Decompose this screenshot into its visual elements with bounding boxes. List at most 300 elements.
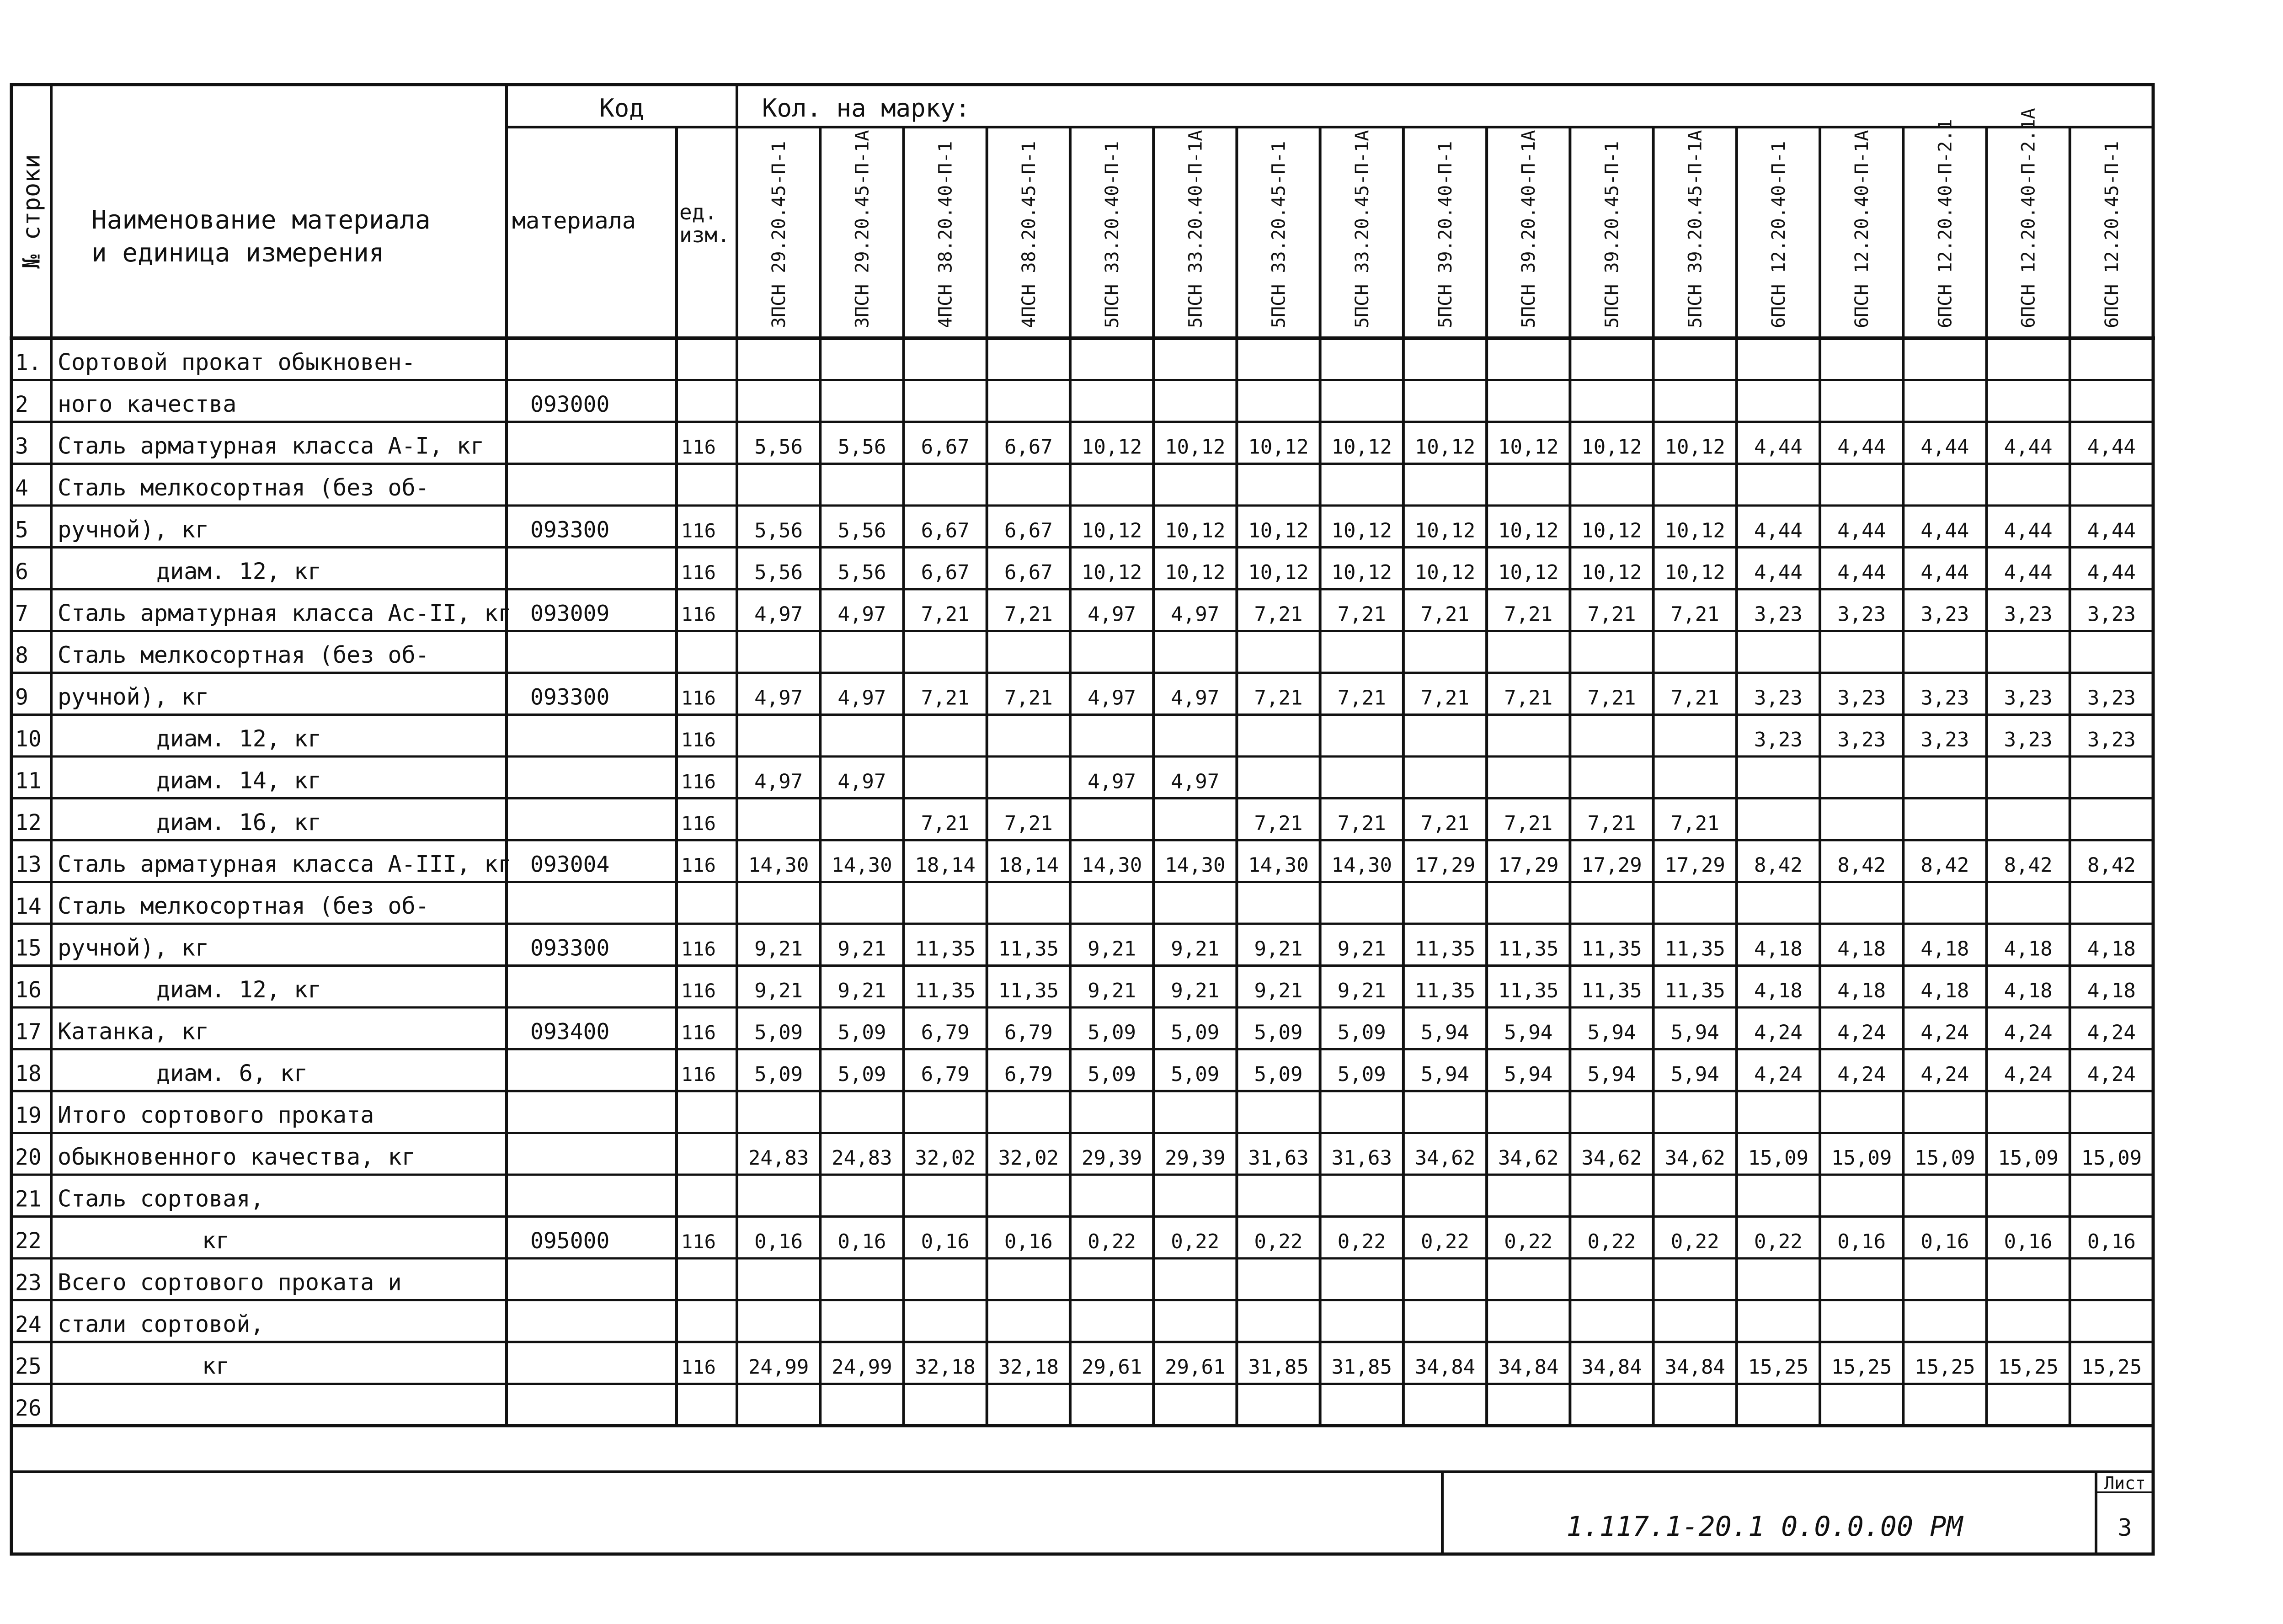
quantity-cell: 29,39 bbox=[1081, 1146, 1142, 1170]
quantity-cell: 3,23 bbox=[2004, 728, 2053, 751]
material-name: диам. 12, кг bbox=[156, 558, 322, 585]
material-name: обыкновенного качества, кг bbox=[58, 1144, 416, 1170]
quantity-cell: 34,84 bbox=[1581, 1355, 1642, 1379]
mark-header: 5ПСН 33.20.45-П-1 bbox=[1268, 141, 1290, 328]
row-number: 18 bbox=[15, 1061, 42, 1086]
quantity-cell: 34,84 bbox=[1664, 1355, 1725, 1379]
material-code: 093300 bbox=[530, 935, 610, 961]
quantity-cell: 5,94 bbox=[1421, 1021, 1469, 1044]
quantity-cell: 17,29 bbox=[1581, 853, 1642, 877]
quantity-cell: 4,44 bbox=[2004, 561, 2053, 584]
material-name: Сталь арматурная класса А-III, кг bbox=[58, 851, 512, 878]
quantity-cell: 3,23 bbox=[2087, 686, 2136, 710]
quantity-cell: 5,56 bbox=[837, 519, 886, 543]
quantity-cell: 7,21 bbox=[1670, 602, 1719, 626]
code-material-header: материала bbox=[512, 208, 636, 234]
quantity-cell: 5,09 bbox=[1254, 1063, 1303, 1086]
rownum-header: № строки bbox=[18, 154, 46, 269]
quantity-cell: 18,14 bbox=[915, 853, 976, 877]
quantity-cell: 7,21 bbox=[921, 686, 970, 710]
quantity-cell: 6,79 bbox=[1004, 1063, 1053, 1086]
quantity-cell: 10,12 bbox=[1498, 435, 1559, 459]
quantity-cell: 31,63 bbox=[1248, 1146, 1309, 1170]
material-name: стали сортовой, bbox=[58, 1311, 264, 1337]
quantity-cell: 4,97 bbox=[1088, 686, 1136, 710]
quantity-cell: 31,85 bbox=[1248, 1355, 1309, 1379]
quantity-cell: 4,44 bbox=[1837, 561, 1886, 584]
quantity-cell: 4,24 bbox=[1920, 1021, 1969, 1044]
quantity-cell: 6,79 bbox=[921, 1021, 970, 1044]
row-number: 7 bbox=[15, 601, 28, 627]
quantity-cell: 11,35 bbox=[998, 937, 1059, 961]
quantity-cell: 9,21 bbox=[1088, 979, 1136, 1002]
quantity-cell: 6,67 bbox=[921, 435, 970, 459]
quantity-cell: 7,21 bbox=[1254, 602, 1303, 626]
quantity-cell: 5,56 bbox=[754, 435, 803, 459]
quantity-cell: 5,09 bbox=[754, 1063, 803, 1086]
unit-code: 116 bbox=[681, 561, 716, 584]
quantity-cell: 9,21 bbox=[1337, 979, 1386, 1002]
quantity-cell: 7,21 bbox=[1337, 812, 1386, 835]
mark-header: 6ПСН 12.20.40-П-1А bbox=[1851, 130, 1873, 328]
quantity-cell: 5,94 bbox=[1421, 1063, 1469, 1086]
quantity-cell: 3,23 bbox=[1837, 602, 1886, 626]
quantity-cell: 5,56 bbox=[837, 561, 886, 584]
quantity-cell: 4,44 bbox=[2087, 435, 2136, 459]
row-number: 6 bbox=[15, 559, 28, 585]
quantity-cell: 15,09 bbox=[1915, 1146, 1975, 1170]
quantity-cell: 14,30 bbox=[1248, 853, 1309, 877]
quantity-cell: 34,62 bbox=[1581, 1146, 1642, 1170]
material-code: 093009 bbox=[530, 601, 610, 627]
quantity-cell: 4,44 bbox=[1837, 435, 1886, 459]
quantity-cell: 4,97 bbox=[754, 770, 803, 793]
quantity-cell: 5,94 bbox=[1504, 1063, 1553, 1086]
quantity-cell: 0,22 bbox=[1171, 1230, 1220, 1253]
material-name: кг bbox=[202, 1352, 230, 1379]
row-number: 21 bbox=[15, 1186, 42, 1212]
unit-code: 116 bbox=[681, 687, 716, 709]
quantity-cell: 14,30 bbox=[1081, 853, 1142, 877]
row-number: 4 bbox=[15, 475, 28, 501]
mark-header: 6ПСН 12.20.40-П-2.1 bbox=[1935, 119, 1956, 328]
quantity-cell: 14,30 bbox=[1331, 853, 1392, 877]
quantity-cell: 7,21 bbox=[1504, 686, 1553, 710]
quantity-cell: 17,29 bbox=[1664, 853, 1725, 877]
quantity-cell: 4,18 bbox=[2087, 979, 2136, 1002]
quantity-cell: 8,42 bbox=[1754, 853, 1803, 877]
quantity-cell: 24,83 bbox=[832, 1146, 892, 1170]
quantity-cell: 7,21 bbox=[1004, 812, 1053, 835]
quantity-cell: 3,23 bbox=[2004, 602, 2053, 626]
row-number: 13 bbox=[15, 852, 42, 878]
quantity-cell: 0,22 bbox=[1754, 1230, 1803, 1253]
quantity-cell: 10,12 bbox=[1664, 561, 1725, 584]
mark-header: 6ПСН 12.20.45-П-1 bbox=[2101, 141, 2123, 328]
mark-header: 6ПСН 12.20.40-П-1 bbox=[1768, 141, 1789, 328]
quantity-cell: 32,02 bbox=[915, 1146, 976, 1170]
quantity-cell: 7,21 bbox=[921, 812, 970, 835]
quantity-cell: 11,35 bbox=[998, 979, 1059, 1002]
quantity-cell: 34,62 bbox=[1414, 1146, 1476, 1170]
quantity-cell: 4,18 bbox=[1920, 979, 1969, 1002]
quantity-cell: 4,44 bbox=[1754, 519, 1803, 543]
unit-code: 116 bbox=[681, 812, 716, 835]
quantity-cell: 10,12 bbox=[1081, 561, 1142, 584]
quantity-cell: 0,22 bbox=[1254, 1230, 1303, 1253]
quantity-cell: 5,94 bbox=[1504, 1021, 1553, 1044]
quantity-cell: 4,44 bbox=[2087, 561, 2136, 584]
material-name: ручной), кг bbox=[58, 934, 209, 961]
material-name: ного качества bbox=[58, 391, 237, 417]
quantity-cell: 4,97 bbox=[1171, 686, 1220, 710]
row-number: 24 bbox=[15, 1312, 42, 1337]
material-name: Сталь мелкосортная (без об- bbox=[58, 642, 429, 668]
quantity-cell: 18,14 bbox=[998, 853, 1059, 877]
quantity-cell: 15,25 bbox=[1915, 1355, 1975, 1379]
quantity-cell: 5,94 bbox=[1670, 1021, 1719, 1044]
quantity-cell: 5,94 bbox=[1587, 1021, 1636, 1044]
quantity-cell: 0,22 bbox=[1337, 1230, 1386, 1253]
quantity-cell: 7,21 bbox=[1504, 812, 1553, 835]
quantity-cell: 24,83 bbox=[748, 1146, 809, 1170]
quantity-cell: 10,12 bbox=[1331, 519, 1392, 543]
quantity-cell: 0,16 bbox=[2087, 1230, 2136, 1253]
quantity-cell: 4,18 bbox=[1837, 979, 1886, 1002]
quantity-cell: 7,21 bbox=[1587, 812, 1636, 835]
unit-code: 116 bbox=[681, 937, 716, 960]
quantity-cell: 11,35 bbox=[1414, 979, 1476, 1002]
material-name: Сталь мелкосортная (без об- bbox=[58, 893, 429, 919]
material-code: 093400 bbox=[530, 1019, 610, 1045]
material-name: диам. 12, кг bbox=[156, 725, 322, 752]
quantity-cell: 11,35 bbox=[1664, 937, 1725, 961]
quantity-cell: 11,35 bbox=[915, 979, 976, 1002]
quantity-cell: 6,67 bbox=[921, 519, 970, 543]
quantity-cell: 5,09 bbox=[1088, 1021, 1136, 1044]
unit-code: 116 bbox=[681, 980, 716, 1002]
quantity-cell: 29,39 bbox=[1165, 1146, 1226, 1170]
mark-header: 6ПСН 12.20.40-П-2.1А bbox=[2018, 108, 2039, 328]
quantity-cell: 7,21 bbox=[1421, 812, 1469, 835]
quantity-cell: 4,44 bbox=[2004, 519, 2053, 543]
material-name: Катанка, кг bbox=[58, 1018, 209, 1045]
mark-header: 3ПСН 29.20.45-П-1 bbox=[768, 141, 790, 328]
quantity-cell: 9,21 bbox=[837, 979, 886, 1002]
quantity-cell: 15,25 bbox=[1831, 1355, 1892, 1379]
quantity-cell: 4,44 bbox=[2087, 519, 2136, 543]
quantity-cell: 7,21 bbox=[1004, 602, 1053, 626]
quantity-cell: 9,21 bbox=[1337, 937, 1386, 961]
row-number: 9 bbox=[15, 684, 28, 710]
quantity-cell: 6,79 bbox=[921, 1063, 970, 1086]
quantity-cell: 0,22 bbox=[1670, 1230, 1719, 1253]
row-number: 5 bbox=[15, 517, 28, 543]
quantity-cell: 4,24 bbox=[1754, 1021, 1803, 1044]
row-number: 26 bbox=[15, 1395, 42, 1421]
mark-header: 4ПСН 38.20.40-П-1 bbox=[935, 141, 956, 328]
code-unit-header-line1: ед. bbox=[679, 200, 718, 224]
quantity-cell: 4,44 bbox=[2004, 435, 2053, 459]
quantity-cell: 5,94 bbox=[1587, 1063, 1636, 1086]
quantity-cell: 8,42 bbox=[2004, 853, 2053, 877]
quantity-cell: 15,09 bbox=[1831, 1146, 1892, 1170]
quantity-cell: 7,21 bbox=[1504, 602, 1553, 626]
quantity-cell: 14,30 bbox=[748, 853, 809, 877]
quantity-cell: 9,21 bbox=[754, 979, 803, 1002]
quantity-cell: 4,24 bbox=[2087, 1063, 2136, 1086]
quantity-cell: 10,12 bbox=[1664, 519, 1725, 543]
unit-code: 116 bbox=[681, 1356, 716, 1379]
material-name: Сталь сортовая, bbox=[58, 1185, 264, 1212]
mark-header: 3ПСН 29.20.45-П-1А bbox=[852, 130, 873, 328]
quantity-cell: 9,21 bbox=[754, 937, 803, 961]
quantity-cell: 10,12 bbox=[1331, 561, 1392, 584]
quantity-cell: 4,44 bbox=[1920, 561, 1969, 584]
quantity-cell: 5,56 bbox=[837, 435, 886, 459]
name-header-line1: Наименование материала bbox=[91, 205, 431, 235]
mark-header: 5ПСН 33.20.40-П-1 bbox=[1102, 141, 1123, 328]
quantity-cell: 10,12 bbox=[1414, 519, 1476, 543]
quantity-cell: 14,30 bbox=[832, 853, 892, 877]
quantity-cell: 5,09 bbox=[1088, 1063, 1136, 1086]
quantity-cell: 14,30 bbox=[1165, 853, 1226, 877]
quantity-cell: 3,23 bbox=[1920, 728, 1969, 751]
quantity-cell: 4,97 bbox=[754, 686, 803, 710]
quantity-cell: 4,44 bbox=[1837, 519, 1886, 543]
quantity-cell: 4,18 bbox=[1754, 937, 1803, 961]
quantity-cell: 15,25 bbox=[2081, 1355, 2142, 1379]
material-name: Итого сортового проката bbox=[58, 1102, 374, 1129]
row-number: 22 bbox=[15, 1228, 42, 1254]
mark-header: 5ПСН 39.20.45-П-1А bbox=[1685, 130, 1706, 328]
quantity-cell: 3,23 bbox=[1837, 728, 1886, 751]
quantity-cell: 11,35 bbox=[1498, 979, 1559, 1002]
quantity-cell: 0,16 bbox=[2004, 1230, 2053, 1253]
quantity-cell: 8,42 bbox=[1920, 853, 1969, 877]
quantity-cell: 4,24 bbox=[2004, 1063, 2053, 1086]
quantity-cell: 7,21 bbox=[1254, 686, 1303, 710]
quantity-cell: 3,23 bbox=[1920, 602, 1969, 626]
quantity-cell: 34,84 bbox=[1414, 1355, 1476, 1379]
quantity-cell: 3,23 bbox=[2087, 602, 2136, 626]
quantity-cell: 4,24 bbox=[1837, 1063, 1886, 1086]
quantity-cell: 17,29 bbox=[1498, 853, 1559, 877]
quantity-cell: 10,12 bbox=[1581, 519, 1642, 543]
row-number: 19 bbox=[15, 1102, 42, 1129]
quantity-cell: 10,12 bbox=[1581, 561, 1642, 584]
code-unit-header-line2: изм. bbox=[679, 223, 730, 247]
quantity-cell: 7,21 bbox=[1587, 602, 1636, 626]
quantity-cell: 0,22 bbox=[1587, 1230, 1636, 1253]
material-code: 093300 bbox=[530, 517, 610, 543]
row-number: 17 bbox=[15, 1019, 42, 1045]
quantity-cell: 4,97 bbox=[754, 602, 803, 626]
quantity-cell: 4,18 bbox=[1920, 937, 1969, 961]
quantity-cell: 4,97 bbox=[1171, 770, 1220, 793]
mark-header: 5ПСН 39.20.40-П-1А bbox=[1518, 130, 1540, 328]
quantity-cell: 29,61 bbox=[1081, 1355, 1142, 1379]
row-number: 12 bbox=[15, 810, 42, 836]
row-number: 1. bbox=[15, 350, 42, 376]
mark-header: 4ПСН 38.20.45-П-1 bbox=[1018, 141, 1040, 328]
quantity-cell: 10,12 bbox=[1498, 519, 1559, 543]
quantity-cell: 9,21 bbox=[837, 937, 886, 961]
mark-header: 5ПСН 33.20.40-П-1А bbox=[1185, 130, 1206, 328]
quantity-cell: 4,24 bbox=[1837, 1021, 1886, 1044]
quantity-cell: 7,21 bbox=[1254, 812, 1303, 835]
quantity-cell: 4,44 bbox=[1754, 435, 1803, 459]
quantity-cell: 34,62 bbox=[1664, 1146, 1725, 1170]
quantity-cell: 5,09 bbox=[1171, 1021, 1220, 1044]
quantity-cell: 5,09 bbox=[1337, 1021, 1386, 1044]
unit-code: 116 bbox=[681, 1021, 716, 1044]
quantity-cell: 7,21 bbox=[1587, 686, 1636, 710]
quantity-cell: 5,09 bbox=[1254, 1021, 1303, 1044]
quantity-cell: 10,12 bbox=[1664, 435, 1725, 459]
quantity-cell: 7,21 bbox=[1670, 812, 1719, 835]
quantity-cell: 31,85 bbox=[1331, 1355, 1392, 1379]
quantity-cell: 7,21 bbox=[1337, 686, 1386, 710]
quantity-cell: 10,12 bbox=[1498, 561, 1559, 584]
quantity-cell: 4,18 bbox=[2004, 979, 2053, 1002]
quantity-cell: 4,97 bbox=[837, 602, 886, 626]
qty-group-header: Кол. на марку: bbox=[762, 94, 971, 122]
row-number: 10 bbox=[15, 726, 42, 752]
quantity-cell: 10,12 bbox=[1248, 561, 1309, 584]
quantity-cell: 10,12 bbox=[1165, 519, 1226, 543]
quantity-cell: 6,67 bbox=[921, 561, 970, 584]
quantity-cell: 31,63 bbox=[1331, 1146, 1392, 1170]
quantity-cell: 9,21 bbox=[1171, 979, 1220, 1002]
quantity-cell: 3,23 bbox=[1754, 728, 1803, 751]
quantity-cell: 9,21 bbox=[1088, 937, 1136, 961]
quantity-cell: 15,09 bbox=[1748, 1146, 1809, 1170]
row-number: 11 bbox=[15, 768, 42, 794]
quantity-cell: 3,23 bbox=[2004, 686, 2053, 710]
quantity-cell: 0,22 bbox=[1504, 1230, 1553, 1253]
quantity-cell: 10,12 bbox=[1165, 561, 1226, 584]
quantity-cell: 0,16 bbox=[1920, 1230, 1969, 1253]
row-number: 14 bbox=[15, 894, 42, 919]
material-name: Сталь арматурная класса А-I, кг bbox=[58, 432, 485, 459]
quantity-cell: 9,21 bbox=[1254, 937, 1303, 961]
quantity-cell: 4,18 bbox=[2087, 937, 2136, 961]
quantity-cell: 15,25 bbox=[1748, 1355, 1809, 1379]
sheet-label: Лист bbox=[2104, 1473, 2146, 1493]
quantity-cell: 0,16 bbox=[837, 1230, 886, 1253]
material-code: 093000 bbox=[530, 392, 610, 417]
unit-code: 116 bbox=[681, 729, 716, 751]
quantity-cell: 6,67 bbox=[1004, 561, 1053, 584]
quantity-cell: 5,56 bbox=[754, 561, 803, 584]
row-number: 2 bbox=[15, 392, 28, 417]
quantity-cell: 9,21 bbox=[1171, 937, 1220, 961]
quantity-cell: 4,24 bbox=[1754, 1063, 1803, 1086]
quantity-cell: 9,21 bbox=[1254, 979, 1303, 1002]
quantity-cell: 3,23 bbox=[2087, 728, 2136, 751]
quantity-cell: 4,18 bbox=[1837, 937, 1886, 961]
quantity-cell: 4,97 bbox=[1171, 602, 1220, 626]
quantity-cell: 10,12 bbox=[1581, 435, 1642, 459]
quantity-cell: 24,99 bbox=[832, 1355, 892, 1379]
sheet-number: 3 bbox=[2118, 1514, 2132, 1542]
quantity-cell: 4,97 bbox=[837, 686, 886, 710]
quantity-cell: 11,35 bbox=[1664, 979, 1725, 1002]
quantity-cell: 4,97 bbox=[1088, 770, 1136, 793]
quantity-cell: 34,84 bbox=[1498, 1355, 1559, 1379]
quantity-cell: 10,12 bbox=[1081, 519, 1142, 543]
document-code: 1.117.1-20.1 0.0.0.00 РМ bbox=[1566, 1511, 1963, 1543]
row-number: 8 bbox=[15, 643, 28, 668]
quantity-cell: 5,56 bbox=[754, 519, 803, 543]
quantity-cell: 0,22 bbox=[1421, 1230, 1469, 1253]
quantity-cell: 34,62 bbox=[1498, 1146, 1559, 1170]
quantity-cell: 5,09 bbox=[1337, 1063, 1386, 1086]
quantity-cell: 5,09 bbox=[837, 1063, 886, 1086]
material-name: диам. 16, кг bbox=[156, 809, 322, 836]
row-number: 23 bbox=[15, 1270, 42, 1296]
mark-header: 5ПСН 39.20.40-П-1 bbox=[1435, 141, 1456, 328]
material-name: Сталь арматурная класса Ас-II, кг bbox=[58, 600, 512, 627]
quantity-cell: 4,44 bbox=[1754, 561, 1803, 584]
quantity-cell: 3,23 bbox=[1837, 686, 1886, 710]
quantity-cell: 4,97 bbox=[1088, 602, 1136, 626]
quantity-cell: 17,29 bbox=[1414, 853, 1476, 877]
quantity-cell: 7,21 bbox=[1337, 602, 1386, 626]
quantity-cell: 4,97 bbox=[837, 770, 886, 793]
outer-frame bbox=[11, 85, 2153, 1554]
material-name: ручной), кг bbox=[58, 516, 209, 543]
quantity-cell: 10,12 bbox=[1081, 435, 1142, 459]
code-group-header: Код bbox=[599, 94, 644, 122]
quantity-cell: 7,21 bbox=[921, 602, 970, 626]
quantity-cell: 24,99 bbox=[748, 1355, 809, 1379]
material-name: Сортовой прокат обыкновен- bbox=[58, 349, 416, 376]
quantity-cell: 11,35 bbox=[915, 937, 976, 961]
quantity-cell: 10,12 bbox=[1331, 435, 1392, 459]
row-number: 25 bbox=[15, 1353, 42, 1379]
material-name: диам. 6, кг bbox=[156, 1060, 308, 1086]
quantity-cell: 5,94 bbox=[1670, 1063, 1719, 1086]
quantity-cell: 0,16 bbox=[1837, 1230, 1886, 1253]
quantity-cell: 7,21 bbox=[1670, 686, 1719, 710]
quantity-cell: 4,24 bbox=[2004, 1021, 2053, 1044]
quantity-cell: 5,09 bbox=[1171, 1063, 1220, 1086]
mark-header: 5ПСН 39.20.45-П-1 bbox=[1601, 141, 1623, 328]
unit-code: 116 bbox=[681, 519, 716, 542]
quantity-cell: 11,35 bbox=[1581, 979, 1642, 1002]
row-number: 15 bbox=[15, 935, 42, 961]
quantity-cell: 11,35 bbox=[1581, 937, 1642, 961]
quantity-cell: 10,12 bbox=[1414, 435, 1476, 459]
quantity-cell: 32,02 bbox=[998, 1146, 1059, 1170]
row-number: 16 bbox=[15, 977, 42, 1003]
material-name: кг bbox=[202, 1227, 230, 1254]
quantity-cell: 5,09 bbox=[837, 1021, 886, 1044]
quantity-cell: 3,23 bbox=[1920, 686, 1969, 710]
quantity-cell: 8,42 bbox=[2087, 853, 2136, 877]
quantity-cell: 7,21 bbox=[1421, 602, 1469, 626]
quantity-cell: 15,09 bbox=[2081, 1146, 2142, 1170]
unit-code: 116 bbox=[681, 770, 716, 793]
unit-code: 116 bbox=[681, 1063, 716, 1086]
quantity-cell: 3,23 bbox=[1754, 686, 1803, 710]
row-number: 20 bbox=[15, 1145, 42, 1170]
quantity-cell: 15,09 bbox=[1998, 1146, 2059, 1170]
material-name: Сталь мелкосортная (без об- bbox=[58, 474, 429, 501]
quantity-cell: 3,23 bbox=[1754, 602, 1803, 626]
